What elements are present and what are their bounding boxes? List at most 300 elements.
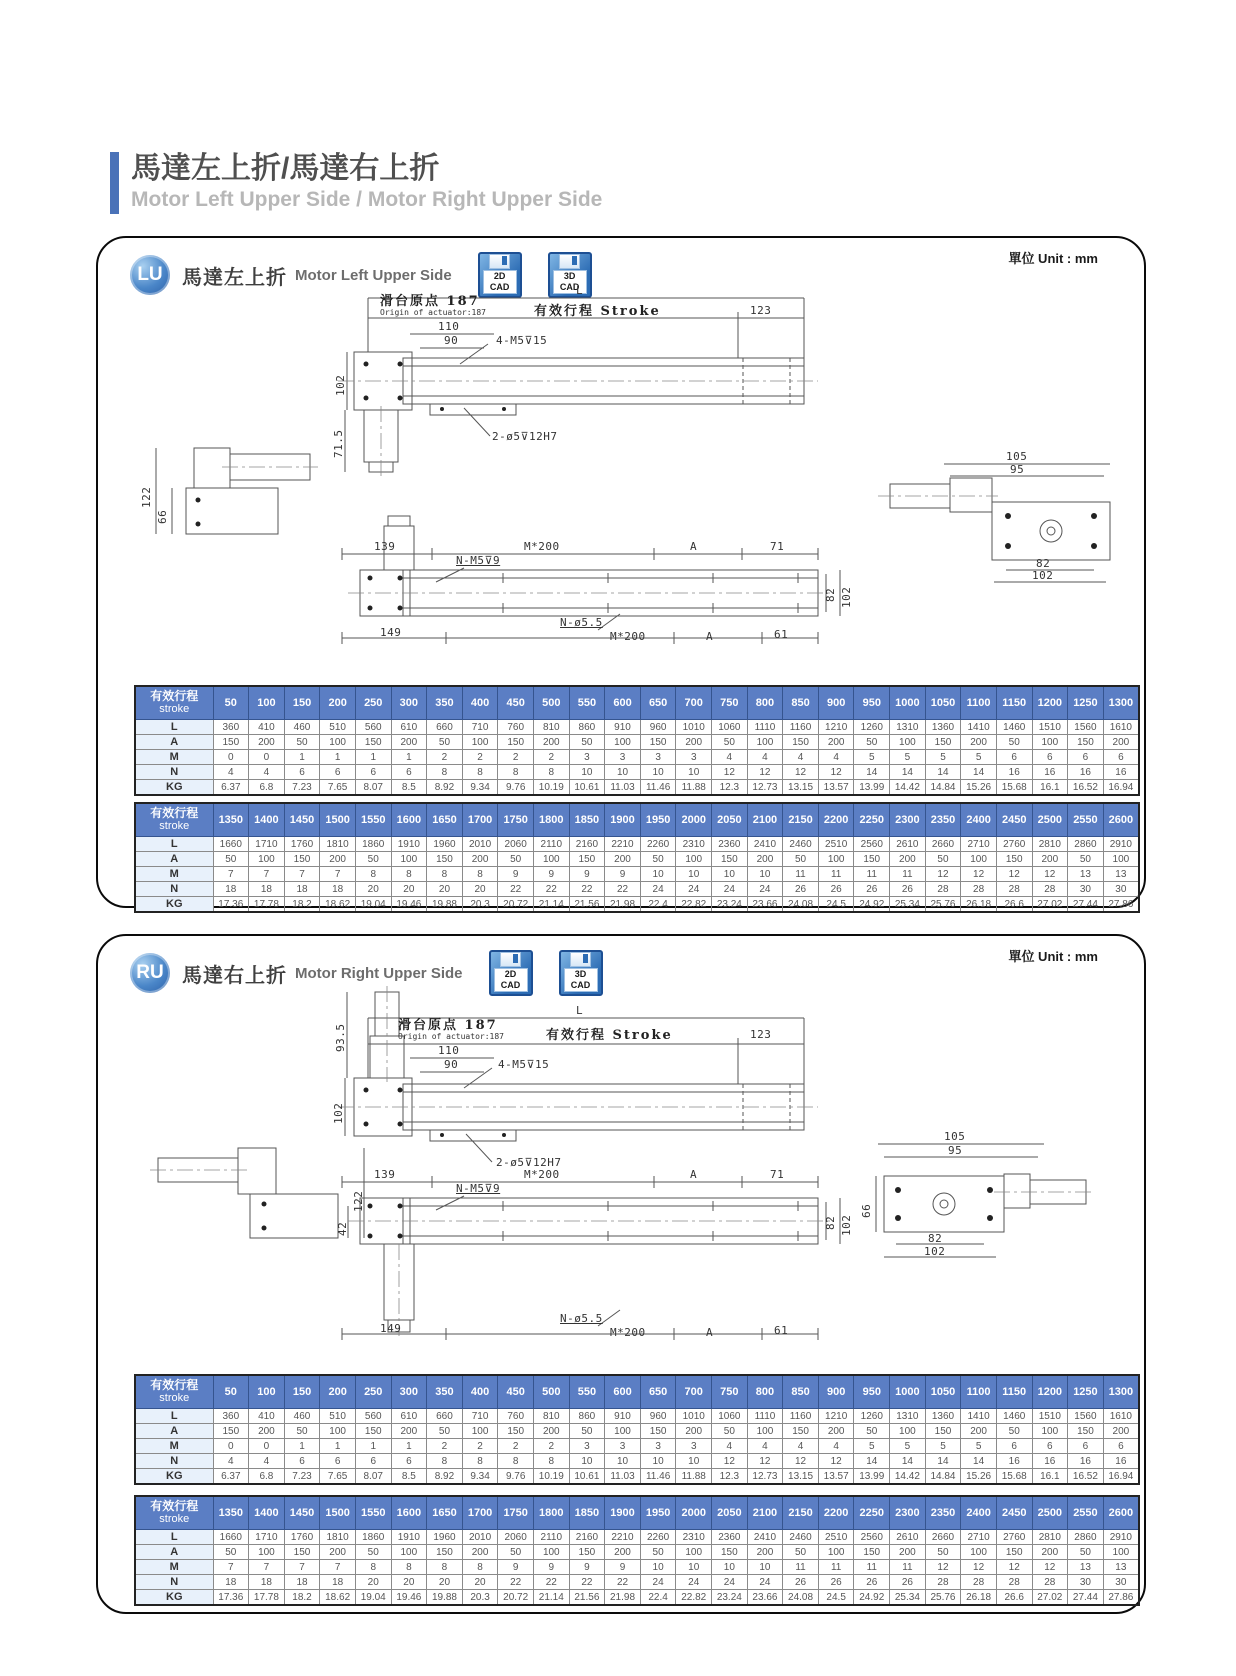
table-cell: 21.98 xyxy=(605,897,641,913)
table-cell: 24.08 xyxy=(783,1590,819,1606)
table-cell: 2560 xyxy=(854,1530,890,1545)
dim-label-102-bottom: 102 xyxy=(840,586,853,608)
table-cell: 1360 xyxy=(925,720,961,735)
table-cell: 1010 xyxy=(676,720,712,735)
table-cell: 710 xyxy=(462,1409,498,1424)
row-label: N xyxy=(135,1575,213,1590)
table-cell: 610 xyxy=(391,720,427,735)
table-cell: 12 xyxy=(996,867,1032,882)
stroke-data-table xyxy=(134,1495,1140,1606)
table-cell: 6 xyxy=(996,1439,1032,1454)
table-cell: 100 xyxy=(1032,735,1068,750)
table-cell: 810 xyxy=(533,720,569,735)
table-cell: 7.65 xyxy=(320,1469,356,1485)
table-cell: 1 xyxy=(320,750,356,765)
table-cell: 2010 xyxy=(462,837,498,852)
table-cell: 2310 xyxy=(676,1530,712,1545)
dim-label-110: 110 xyxy=(438,1044,460,1057)
stroke-column-header: 1050 xyxy=(925,686,961,720)
stroke-column-header: 1600 xyxy=(391,803,427,837)
table-cell: 18 xyxy=(213,882,249,897)
table-cell: 11 xyxy=(854,867,890,882)
stroke-column-header: 1250 xyxy=(1068,1375,1104,1409)
table-cell: 1710 xyxy=(249,837,285,852)
dim-label-123: 123 xyxy=(750,1028,772,1041)
table-cell: 9.76 xyxy=(498,780,534,796)
table-cell: 100 xyxy=(890,735,926,750)
table-cell: 6 xyxy=(1068,1439,1104,1454)
stroke-column-header: 2500 xyxy=(1032,1496,1068,1530)
stroke-column-header: 200 xyxy=(320,686,356,720)
table-cell: 1460 xyxy=(996,720,1032,735)
table-cell: 24 xyxy=(712,1575,748,1590)
table-cell: 30 xyxy=(1068,882,1104,897)
table-cell: 4 xyxy=(712,750,748,765)
table-cell: 50 xyxy=(213,1545,249,1560)
table-cell: 2 xyxy=(427,1439,463,1454)
table-cell: 200 xyxy=(391,735,427,750)
table-cell: 16 xyxy=(1068,1454,1104,1469)
table-row xyxy=(135,882,1139,897)
table-cell: 22.4 xyxy=(640,1590,676,1606)
table-cell: 12 xyxy=(712,1454,748,1469)
table-cell: 100 xyxy=(961,852,997,867)
row-label: A xyxy=(135,852,213,867)
table-cell: 1 xyxy=(355,1439,391,1454)
table-cell: 810 xyxy=(533,1409,569,1424)
table-cell: 10.61 xyxy=(569,1469,605,1485)
table-cell: 14 xyxy=(890,765,926,780)
dim-label-105: 105 xyxy=(944,1130,966,1143)
table-cell: 2110 xyxy=(533,837,569,852)
table-row xyxy=(135,852,1139,867)
table-cell: 22 xyxy=(533,882,569,897)
table-cell: 2260 xyxy=(640,837,676,852)
stroke-column-header: 650 xyxy=(640,686,676,720)
table-cell: 11 xyxy=(890,1560,926,1575)
table-cell: 11.03 xyxy=(605,1469,641,1485)
table-cell: 8 xyxy=(533,765,569,780)
table-cell: 12 xyxy=(818,1454,854,1469)
stroke-table-2 xyxy=(134,1495,1140,1606)
table-cell: 21.98 xyxy=(605,1590,641,1606)
table-cell: 0 xyxy=(249,750,285,765)
table-cell: 200 xyxy=(747,852,783,867)
stroke-column-header: 1750 xyxy=(498,803,534,837)
table-cell: 25.76 xyxy=(925,1590,961,1606)
dim-label-82: 82 xyxy=(1036,557,1051,570)
table-cell: 50 xyxy=(712,1424,748,1439)
table-cell: 10 xyxy=(712,867,748,882)
table-cell: 1510 xyxy=(1032,1409,1068,1424)
table-cell: 410 xyxy=(249,720,285,735)
drawing-linework xyxy=(98,278,1142,670)
table-cell: 15.26 xyxy=(961,1469,997,1485)
table-row xyxy=(135,1545,1139,1560)
table-cell: 100 xyxy=(818,1545,854,1560)
stroke-column-header: 2000 xyxy=(676,803,712,837)
stroke-column-header: 2300 xyxy=(890,1496,926,1530)
stroke-column-header: 1200 xyxy=(1032,686,1068,720)
table-cell: 150 xyxy=(355,1424,391,1439)
stroke-column-header: 1250 xyxy=(1068,686,1104,720)
table-cell: 200 xyxy=(249,1424,285,1439)
table-cell: 2260 xyxy=(640,1530,676,1545)
table-cell: 100 xyxy=(320,1424,356,1439)
hole-callout-n-5-5: N-ø5.5 xyxy=(560,1312,603,1325)
table-cell: 50 xyxy=(355,1545,391,1560)
row-label: L xyxy=(135,1530,213,1545)
table-cell: 2410 xyxy=(747,1530,783,1545)
table-cell: 4 xyxy=(249,765,285,780)
table-cell: 24.92 xyxy=(854,1590,890,1606)
table-cell: 460 xyxy=(284,1409,320,1424)
table-cell: 6.37 xyxy=(213,780,249,796)
row-label: KG xyxy=(135,1469,213,1485)
table-row xyxy=(135,1424,1139,1439)
stroke-column-header: 2200 xyxy=(818,1496,854,1530)
row-label: KG xyxy=(135,897,213,913)
table-cell: 18.62 xyxy=(320,1590,356,1606)
table-cell: 50 xyxy=(996,1424,1032,1439)
table-cell: 8.92 xyxy=(427,1469,463,1485)
table-cell: 660 xyxy=(427,1409,463,1424)
table-cell: 6.37 xyxy=(213,1469,249,1485)
table-cell: 150 xyxy=(1068,1424,1104,1439)
table-cell: 28 xyxy=(961,882,997,897)
stroke-data-table xyxy=(134,1374,1140,1485)
row-label: L xyxy=(135,837,213,852)
stroke-header-cell: 有效行程 stroke xyxy=(135,1496,213,1530)
table-cell: 200 xyxy=(747,1545,783,1560)
table-cell: 24 xyxy=(712,882,748,897)
table-cell: 2210 xyxy=(605,837,641,852)
cad-3d-line1: 3D xyxy=(563,271,576,281)
table-cell: 5 xyxy=(961,1439,997,1454)
stroke-column-header: 150 xyxy=(284,686,320,720)
tap-callout-top: 4-M5⊽15 xyxy=(496,334,548,347)
table-cell: 1 xyxy=(391,750,427,765)
table-cell: 150 xyxy=(427,852,463,867)
dim-label-102-side: 102 xyxy=(332,1102,345,1124)
table-cell: 8 xyxy=(355,867,391,882)
table-cell: 200 xyxy=(1032,1545,1068,1560)
table-cell: 2360 xyxy=(712,837,748,852)
stroke-column-header: 750 xyxy=(712,1375,748,1409)
table-cell: 1110 xyxy=(747,720,783,735)
hole-callout-bottom: 2-ø5⊽12H7 xyxy=(492,430,558,443)
table-cell: 22.82 xyxy=(676,897,712,913)
table-cell: 50 xyxy=(854,735,890,750)
table-cell: 4 xyxy=(213,765,249,780)
table-cell: 1 xyxy=(284,750,320,765)
table-cell: 150 xyxy=(996,852,1032,867)
table-cell: 4 xyxy=(783,750,819,765)
table-cell: 3 xyxy=(676,750,712,765)
table-cell: 5 xyxy=(890,750,926,765)
stroke-column-header: 800 xyxy=(747,1375,783,1409)
table-cell: 9.34 xyxy=(462,780,498,796)
table-cell: 2160 xyxy=(569,1530,605,1545)
stroke-header-cell: 有效行程 stroke xyxy=(135,1375,213,1409)
stroke-column-header: 1850 xyxy=(569,803,605,837)
table-cell: 200 xyxy=(818,735,854,750)
table-cell: 18.2 xyxy=(284,1590,320,1606)
stroke-column-header: 700 xyxy=(676,1375,712,1409)
panel-title-en: Motor Right Upper Side xyxy=(295,964,463,982)
tap-callout-n-m5: N-M5⊽9 xyxy=(456,1182,501,1195)
table-cell: 20 xyxy=(391,1575,427,1590)
table-cell: 200 xyxy=(890,1545,926,1560)
table-cell: 100 xyxy=(890,1424,926,1439)
table-cell: 7 xyxy=(320,1560,356,1575)
table-cell: 23.24 xyxy=(712,1590,748,1606)
table-cell: 6 xyxy=(1032,750,1068,765)
table-cell: 4 xyxy=(213,1454,249,1469)
stroke-column-header: 1400 xyxy=(249,1496,285,1530)
table-cell: 26 xyxy=(818,882,854,897)
table-cell: 4 xyxy=(783,1439,819,1454)
table-cell: 150 xyxy=(569,1545,605,1560)
table-cell: 12 xyxy=(712,765,748,780)
badge-ru: RU xyxy=(130,953,170,993)
stroke-column-header: 350 xyxy=(427,1375,463,1409)
table-cell: 16 xyxy=(1032,765,1068,780)
table-cell: 16 xyxy=(996,765,1032,780)
table-cell: 1410 xyxy=(961,720,997,735)
table-cell: 11.88 xyxy=(676,780,712,796)
dim-label-82-bottom: 82 xyxy=(824,1215,837,1230)
table-cell: 8 xyxy=(462,765,498,780)
table-cell: 150 xyxy=(783,735,819,750)
row-label: A xyxy=(135,735,213,750)
table-cell: 28 xyxy=(925,882,961,897)
table-cell: 22 xyxy=(605,882,641,897)
table-cell: 20 xyxy=(391,882,427,897)
table-cell: 2 xyxy=(533,750,569,765)
table-cell: 16.1 xyxy=(1032,780,1068,796)
table-cell: 5 xyxy=(854,750,890,765)
table-cell: 9 xyxy=(498,1560,534,1575)
table-cell: 150 xyxy=(996,1545,1032,1560)
table-cell: 3 xyxy=(605,750,641,765)
table-cell: 28 xyxy=(961,1575,997,1590)
dim-label-A-top: A xyxy=(690,540,698,553)
table-cell: 13.57 xyxy=(818,780,854,796)
stroke-column-header: 300 xyxy=(391,686,427,720)
table-cell: 24.5 xyxy=(818,897,854,913)
stroke-column-header: 1650 xyxy=(427,803,463,837)
table-cell: 8 xyxy=(462,1454,498,1469)
table-cell: 16.1 xyxy=(1032,1469,1068,1485)
badge-lu: LU xyxy=(130,255,170,295)
table-cell: 910 xyxy=(605,1409,641,1424)
table-cell: 860 xyxy=(569,1409,605,1424)
stroke-column-header: 1550 xyxy=(355,1496,391,1530)
table-cell: 1 xyxy=(320,1439,356,1454)
stroke-column-header: 1700 xyxy=(462,1496,498,1530)
table-cell: 15.68 xyxy=(996,1469,1032,1485)
stroke-column-header: 650 xyxy=(640,1375,676,1409)
table-row xyxy=(135,1409,1139,1424)
stroke-column-header: 2550 xyxy=(1068,1496,1104,1530)
table-cell: 10 xyxy=(569,765,605,780)
row-label: A xyxy=(135,1545,213,1560)
table-cell: 50 xyxy=(640,1545,676,1560)
hole-callout-n-5-5: N-ø5.5 xyxy=(560,616,603,629)
table-cell: 2110 xyxy=(533,1530,569,1545)
stroke-column-header: 600 xyxy=(605,1375,641,1409)
table-cell: 1160 xyxy=(783,1409,819,1424)
table-cell: 13.15 xyxy=(783,1469,819,1485)
dim-label-71: 71 xyxy=(770,1168,785,1181)
table-cell: 200 xyxy=(676,1424,712,1439)
table-cell: 2 xyxy=(533,1439,569,1454)
table-cell: 2710 xyxy=(961,837,997,852)
table-cell: 18 xyxy=(284,882,320,897)
table-cell: 2360 xyxy=(712,1530,748,1545)
table-cell: 50 xyxy=(1068,852,1104,867)
unit-label: 單位 Unit : mm xyxy=(1008,949,1098,964)
table-cell: 100 xyxy=(605,1424,641,1439)
table-cell: 30 xyxy=(1103,1575,1139,1590)
stroke-column-header: 900 xyxy=(818,686,854,720)
table-cell: 2560 xyxy=(854,837,890,852)
table-cell: 50 xyxy=(498,1545,534,1560)
table-cell: 50 xyxy=(1068,1545,1104,1560)
table-cell: 22 xyxy=(605,1575,641,1590)
origin-label-zh: 滑台原点 187 xyxy=(380,294,480,309)
panel-title-zh: 馬達右上折 xyxy=(182,964,287,987)
table-cell: 14 xyxy=(925,765,961,780)
table-cell: 8.07 xyxy=(355,1469,391,1485)
table-cell: 20 xyxy=(355,1575,391,1590)
table-cell: 13.15 xyxy=(783,780,819,796)
table-cell: 200 xyxy=(462,852,498,867)
dim-label-66: 66 xyxy=(156,509,169,524)
table-cell: 9 xyxy=(605,867,641,882)
table-cell: 3 xyxy=(640,750,676,765)
table-cell: 8 xyxy=(427,1454,463,1469)
table-cell: 8.5 xyxy=(391,780,427,796)
stroke-column-header: 2150 xyxy=(783,1496,819,1530)
table-cell: 150 xyxy=(783,1424,819,1439)
table-cell: 11.46 xyxy=(640,780,676,796)
table-cell: 11.03 xyxy=(605,780,641,796)
stroke-column-header: 1150 xyxy=(996,686,1032,720)
table-cell: 9 xyxy=(533,867,569,882)
table-cell: 14 xyxy=(961,1454,997,1469)
table-cell: 27.44 xyxy=(1068,1590,1104,1606)
table-cell: 100 xyxy=(961,1545,997,1560)
table-cell: 2060 xyxy=(498,1530,534,1545)
table-cell: 200 xyxy=(676,735,712,750)
table-cell: 19.04 xyxy=(355,1590,391,1606)
dim-label-149: 149 xyxy=(380,626,402,639)
stroke-column-header: 2100 xyxy=(747,803,783,837)
table-cell: 150 xyxy=(284,1545,320,1560)
table-cell: 200 xyxy=(391,1424,427,1439)
table-cell: 50 xyxy=(355,852,391,867)
table-cell: 8 xyxy=(427,765,463,780)
table-cell: 100 xyxy=(747,735,783,750)
table-cell: 150 xyxy=(498,1424,534,1439)
table-cell: 100 xyxy=(676,852,712,867)
table-cell: 3 xyxy=(640,1439,676,1454)
table-cell: 100 xyxy=(747,1424,783,1439)
table-cell: 12 xyxy=(1032,867,1068,882)
panel-title-zh: 馬達左上折 xyxy=(182,266,287,289)
dim-label-105: 105 xyxy=(1006,450,1028,463)
stroke-column-header: 850 xyxy=(783,1375,819,1409)
table-cell: 2710 xyxy=(961,1530,997,1545)
stroke-column-header: 950 xyxy=(854,686,890,720)
table-cell: 28 xyxy=(925,1575,961,1590)
dim-label-102-bottom: 102 xyxy=(840,1214,853,1236)
table-cell: 1710 xyxy=(249,1530,285,1545)
stroke-dim-label: 有效行程 Stroke xyxy=(546,1028,673,1043)
table-cell: 0 xyxy=(213,750,249,765)
table-cell: 20.72 xyxy=(498,897,534,913)
table-cell: 410 xyxy=(249,1409,285,1424)
table-cell: 10.19 xyxy=(533,780,569,796)
table-cell: 17.36 xyxy=(213,897,249,913)
dim-label-42: 42 xyxy=(336,1221,349,1236)
table-cell: 860 xyxy=(569,720,605,735)
table-cell: 7 xyxy=(249,867,285,882)
table-cell: 12 xyxy=(961,867,997,882)
table-cell: 2460 xyxy=(783,1530,819,1545)
stroke-column-header: 1900 xyxy=(605,803,641,837)
table-cell: 610 xyxy=(391,1409,427,1424)
stroke-data-table xyxy=(134,685,1140,796)
table-cell: 50 xyxy=(427,735,463,750)
table-cell: 10 xyxy=(747,867,783,882)
table-cell: 200 xyxy=(1103,1424,1139,1439)
table-cell: 1760 xyxy=(284,1530,320,1545)
stroke-column-header: 800 xyxy=(747,686,783,720)
table-cell: 27.02 xyxy=(1032,897,1068,913)
dim-label-71: 71 xyxy=(770,540,785,553)
table-cell: 6 xyxy=(1103,750,1139,765)
dim-label-139: 139 xyxy=(374,540,396,553)
dim-label-A-bottom: A xyxy=(706,1326,714,1339)
dim-label-66: 66 xyxy=(860,1203,873,1218)
stroke-column-header: 150 xyxy=(284,1375,320,1409)
stroke-column-header: 1300 xyxy=(1103,1375,1139,1409)
table-cell: 100 xyxy=(1103,852,1139,867)
dim-label-102-side: 102 xyxy=(334,374,347,396)
table-cell: 8 xyxy=(391,1560,427,1575)
table-cell: 16 xyxy=(1103,1454,1139,1469)
table-cell: 3 xyxy=(569,1439,605,1454)
table-cell: 16.94 xyxy=(1103,1469,1139,1485)
table-cell: 1860 xyxy=(355,1530,391,1545)
stroke-column-header: 1800 xyxy=(533,1496,569,1530)
table-cell: 14.84 xyxy=(925,780,961,796)
table-cell: 24 xyxy=(676,882,712,897)
table-cell: 4 xyxy=(818,750,854,765)
table-cell: 12 xyxy=(961,1560,997,1575)
stroke-table-1 xyxy=(134,1374,1140,1485)
stroke-column-header: 2200 xyxy=(818,803,854,837)
stroke-column-header: 1700 xyxy=(462,803,498,837)
stroke-column-header: 1550 xyxy=(355,803,391,837)
table-cell: 7 xyxy=(320,867,356,882)
stroke-column-header: 350 xyxy=(427,686,463,720)
stroke-dim-label: 有效行程 Stroke xyxy=(534,304,661,319)
table-cell: 19.46 xyxy=(391,1590,427,1606)
